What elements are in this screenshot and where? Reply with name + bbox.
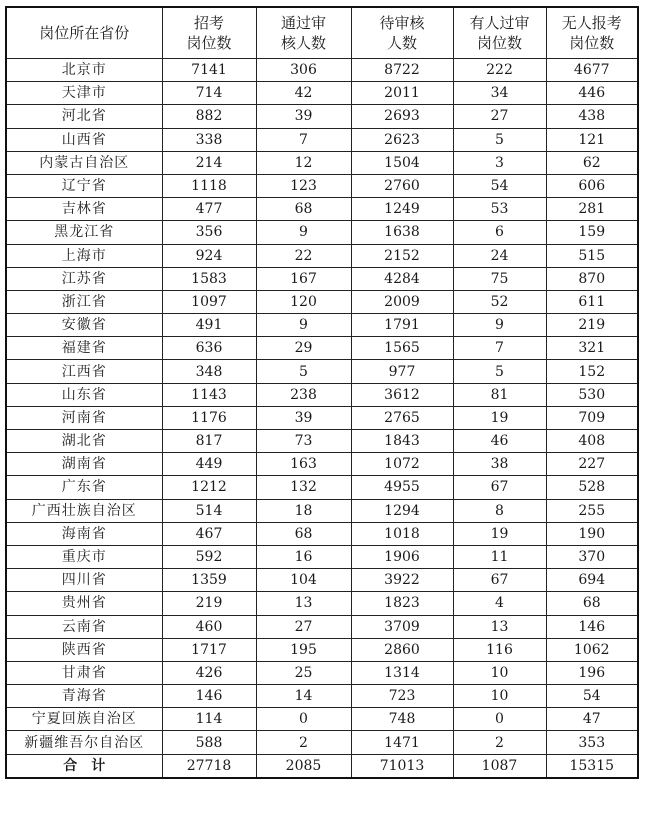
total-value-positions-with-passed: 1087 xyxy=(453,754,546,778)
value-cell-passed-review: 0 xyxy=(256,708,351,731)
table-row xyxy=(6,244,638,267)
province-cell: 四川省 xyxy=(6,569,162,592)
value-cell-passed-review: 123 xyxy=(256,174,351,197)
value-cell-positions-with-passed: 0 xyxy=(453,708,546,731)
value-cell-pending-review: 2765 xyxy=(351,406,453,429)
table-row xyxy=(6,105,638,128)
province-cell: 新疆维吾尔自治区 xyxy=(6,731,162,754)
value-cell-passed-review: 14 xyxy=(256,685,351,708)
value-cell-positions-no-applicants: 159 xyxy=(546,221,638,244)
value-cell-passed-review: 68 xyxy=(256,198,351,221)
province-cell: 辽宁省 xyxy=(6,174,162,197)
column-header-line2: 岗位数 xyxy=(476,34,522,52)
province-cell: 黑龙江省 xyxy=(6,221,162,244)
total-value-positions-no-applicants: 15315 xyxy=(546,754,638,778)
value-cell-passed-review: 25 xyxy=(256,661,351,684)
value-cell-pending-review: 1565 xyxy=(351,337,453,360)
value-cell-positions-with-passed: 11 xyxy=(453,545,546,568)
total-label: 合 计 xyxy=(6,754,162,778)
table-row xyxy=(6,476,638,499)
value-cell-pending-review: 1249 xyxy=(351,198,453,221)
province-cell: 天津市 xyxy=(6,82,162,105)
header-row xyxy=(6,7,638,59)
column-header-province xyxy=(6,7,162,59)
value-cell-positions-recruited: 1717 xyxy=(162,638,256,661)
value-cell-positions-no-applicants: 694 xyxy=(546,569,638,592)
province-cell: 重庆市 xyxy=(6,545,162,568)
table-row xyxy=(6,661,638,684)
column-header-line2: 核人数 xyxy=(280,34,326,52)
value-cell-positions-with-passed: 222 xyxy=(453,59,546,82)
table-row xyxy=(6,314,638,337)
value-cell-positions-with-passed: 53 xyxy=(453,198,546,221)
value-cell-positions-no-applicants: 227 xyxy=(546,453,638,476)
value-cell-positions-recruited: 1097 xyxy=(162,290,256,313)
value-cell-pending-review: 2009 xyxy=(351,290,453,313)
column-header-line1: 待审核 xyxy=(379,14,425,32)
table-row xyxy=(6,545,638,568)
value-cell-positions-no-applicants: 4677 xyxy=(546,59,638,82)
column-header-line1: 无人报考 xyxy=(561,14,622,32)
value-cell-positions-recruited: 449 xyxy=(162,453,256,476)
value-cell-positions-with-passed: 19 xyxy=(453,522,546,545)
value-cell-positions-no-applicants: 47 xyxy=(546,708,638,731)
value-cell-positions-recruited: 924 xyxy=(162,244,256,267)
value-cell-positions-no-applicants: 870 xyxy=(546,267,638,290)
province-cell: 上海市 xyxy=(6,244,162,267)
table-header xyxy=(6,7,638,59)
table-row xyxy=(6,128,638,151)
value-cell-positions-no-applicants: 152 xyxy=(546,360,638,383)
value-cell-pending-review: 1906 xyxy=(351,545,453,568)
value-cell-positions-with-passed: 38 xyxy=(453,453,546,476)
province-cell: 广东省 xyxy=(6,476,162,499)
value-cell-positions-with-passed: 7 xyxy=(453,337,546,360)
value-cell-positions-with-passed: 9 xyxy=(453,314,546,337)
value-cell-positions-no-applicants: 408 xyxy=(546,430,638,453)
value-cell-passed-review: 12 xyxy=(256,151,351,174)
value-cell-positions-recruited: 1118 xyxy=(162,174,256,197)
value-cell-positions-no-applicants: 438 xyxy=(546,105,638,128)
table-row xyxy=(6,290,638,313)
province-cell: 山东省 xyxy=(6,383,162,406)
value-cell-positions-with-passed: 3 xyxy=(453,151,546,174)
value-cell-positions-no-applicants: 530 xyxy=(546,383,638,406)
total-value-passed-review: 2085 xyxy=(256,754,351,778)
table-row xyxy=(6,406,638,429)
value-cell-positions-no-applicants: 606 xyxy=(546,174,638,197)
value-cell-pending-review: 1018 xyxy=(351,522,453,545)
value-cell-positions-with-passed: 52 xyxy=(453,290,546,313)
value-cell-positions-with-passed: 5 xyxy=(453,360,546,383)
value-cell-positions-with-passed: 10 xyxy=(453,661,546,684)
province-cell: 湖北省 xyxy=(6,430,162,453)
value-cell-positions-with-passed: 67 xyxy=(453,569,546,592)
province-cell: 江西省 xyxy=(6,360,162,383)
value-cell-passed-review: 39 xyxy=(256,105,351,128)
province-cell: 湖南省 xyxy=(6,453,162,476)
total-value-positions-recruited: 27718 xyxy=(162,754,256,778)
table-container xyxy=(5,6,639,779)
value-cell-passed-review: 120 xyxy=(256,290,351,313)
province-cell: 北京市 xyxy=(6,59,162,82)
value-cell-passed-review: 195 xyxy=(256,638,351,661)
table-row xyxy=(6,708,638,731)
province-cell: 吉林省 xyxy=(6,198,162,221)
province-cell: 河北省 xyxy=(6,105,162,128)
value-cell-positions-no-applicants: 446 xyxy=(546,82,638,105)
value-cell-positions-no-applicants: 190 xyxy=(546,522,638,545)
value-cell-pending-review: 1791 xyxy=(351,314,453,337)
value-cell-passed-review: 22 xyxy=(256,244,351,267)
table-row xyxy=(6,592,638,615)
value-cell-positions-with-passed: 67 xyxy=(453,476,546,499)
table-row xyxy=(6,337,638,360)
value-cell-positions-no-applicants: 515 xyxy=(546,244,638,267)
value-cell-passed-review: 9 xyxy=(256,221,351,244)
value-cell-pending-review: 1314 xyxy=(351,661,453,684)
value-cell-positions-with-passed: 34 xyxy=(453,82,546,105)
position-statistics-table xyxy=(5,6,639,779)
value-cell-passed-review: 73 xyxy=(256,430,351,453)
value-cell-positions-no-applicants: 146 xyxy=(546,615,638,638)
column-header-line1: 通过审 xyxy=(280,14,326,32)
value-cell-passed-review: 238 xyxy=(256,383,351,406)
table-row xyxy=(6,59,638,82)
value-cell-positions-recruited: 338 xyxy=(162,128,256,151)
value-cell-positions-with-passed: 13 xyxy=(453,615,546,638)
value-cell-positions-recruited: 460 xyxy=(162,615,256,638)
value-cell-pending-review: 2760 xyxy=(351,174,453,197)
value-cell-positions-recruited: 1359 xyxy=(162,569,256,592)
column-header-pending-review xyxy=(351,7,453,59)
value-cell-positions-no-applicants: 370 xyxy=(546,545,638,568)
value-cell-positions-recruited: 214 xyxy=(162,151,256,174)
value-cell-positions-recruited: 426 xyxy=(162,661,256,684)
value-cell-positions-recruited: 1212 xyxy=(162,476,256,499)
table-row xyxy=(6,615,638,638)
province-cell: 宁夏回族自治区 xyxy=(6,708,162,731)
value-cell-positions-with-passed: 19 xyxy=(453,406,546,429)
value-cell-pending-review: 4955 xyxy=(351,476,453,499)
value-cell-passed-review: 27 xyxy=(256,615,351,638)
table-row xyxy=(6,453,638,476)
province-cell: 福建省 xyxy=(6,337,162,360)
column-header-line1: 有人过审 xyxy=(469,14,530,32)
province-cell: 海南省 xyxy=(6,522,162,545)
value-cell-positions-recruited: 636 xyxy=(162,337,256,360)
value-cell-positions-recruited: 146 xyxy=(162,685,256,708)
value-cell-positions-recruited: 592 xyxy=(162,545,256,568)
table-row xyxy=(6,731,638,754)
value-cell-positions-no-applicants: 353 xyxy=(546,731,638,754)
value-cell-pending-review: 1823 xyxy=(351,592,453,615)
table-row xyxy=(6,499,638,522)
province-cell: 贵州省 xyxy=(6,592,162,615)
value-cell-positions-recruited: 1583 xyxy=(162,267,256,290)
column-header-line1: 招考 xyxy=(193,14,224,32)
table-row xyxy=(6,685,638,708)
column-header-positions-recruited xyxy=(162,7,256,59)
value-cell-pending-review: 1471 xyxy=(351,731,453,754)
value-cell-pending-review: 3612 xyxy=(351,383,453,406)
value-cell-positions-with-passed: 4 xyxy=(453,592,546,615)
value-cell-passed-review: 132 xyxy=(256,476,351,499)
table-row xyxy=(6,638,638,661)
value-cell-passed-review: 5 xyxy=(256,360,351,383)
value-cell-positions-no-applicants: 255 xyxy=(546,499,638,522)
value-cell-passed-review: 104 xyxy=(256,569,351,592)
value-cell-passed-review: 18 xyxy=(256,499,351,522)
table-row xyxy=(6,360,638,383)
value-cell-passed-review: 42 xyxy=(256,82,351,105)
value-cell-positions-no-applicants: 196 xyxy=(546,661,638,684)
province-cell: 江苏省 xyxy=(6,267,162,290)
table-row xyxy=(6,430,638,453)
value-cell-passed-review: 29 xyxy=(256,337,351,360)
value-cell-positions-recruited: 1176 xyxy=(162,406,256,429)
value-cell-passed-review: 7 xyxy=(256,128,351,151)
value-cell-positions-recruited: 7141 xyxy=(162,59,256,82)
value-cell-positions-no-applicants: 281 xyxy=(546,198,638,221)
value-cell-pending-review: 748 xyxy=(351,708,453,731)
value-cell-positions-with-passed: 10 xyxy=(453,685,546,708)
table-row xyxy=(6,522,638,545)
province-cell: 甘肃省 xyxy=(6,661,162,684)
value-cell-positions-recruited: 1143 xyxy=(162,383,256,406)
province-cell: 山西省 xyxy=(6,128,162,151)
value-cell-pending-review: 8722 xyxy=(351,59,453,82)
province-cell: 河南省 xyxy=(6,406,162,429)
value-cell-positions-with-passed: 116 xyxy=(453,638,546,661)
value-cell-positions-with-passed: 5 xyxy=(453,128,546,151)
table-row xyxy=(6,151,638,174)
province-cell: 陕西省 xyxy=(6,638,162,661)
value-cell-pending-review: 1294 xyxy=(351,499,453,522)
column-header-line2: 人数 xyxy=(386,34,417,52)
value-cell-passed-review: 68 xyxy=(256,522,351,545)
value-cell-passed-review: 13 xyxy=(256,592,351,615)
value-cell-positions-recruited: 114 xyxy=(162,708,256,731)
value-cell-positions-no-applicants: 528 xyxy=(546,476,638,499)
value-cell-positions-no-applicants: 709 xyxy=(546,406,638,429)
value-cell-passed-review: 16 xyxy=(256,545,351,568)
value-cell-passed-review: 9 xyxy=(256,314,351,337)
value-cell-positions-with-passed: 6 xyxy=(453,221,546,244)
province-cell: 云南省 xyxy=(6,615,162,638)
value-cell-positions-no-applicants: 219 xyxy=(546,314,638,337)
value-cell-pending-review: 1843 xyxy=(351,430,453,453)
value-cell-pending-review: 2152 xyxy=(351,244,453,267)
column-header-line2: 岗位数 xyxy=(569,34,615,52)
value-cell-positions-with-passed: 75 xyxy=(453,267,546,290)
table-row xyxy=(6,221,638,244)
value-cell-positions-with-passed: 54 xyxy=(453,174,546,197)
value-cell-pending-review: 1638 xyxy=(351,221,453,244)
value-cell-positions-with-passed: 24 xyxy=(453,244,546,267)
column-header-positions-no-applicants xyxy=(546,7,638,59)
value-cell-positions-recruited: 348 xyxy=(162,360,256,383)
value-cell-positions-recruited: 588 xyxy=(162,731,256,754)
value-cell-positions-recruited: 817 xyxy=(162,430,256,453)
value-cell-pending-review: 2860 xyxy=(351,638,453,661)
column-header-line2: 岗位数 xyxy=(186,34,232,52)
total-value-pending-review: 71013 xyxy=(351,754,453,778)
value-cell-positions-no-applicants: 62 xyxy=(546,151,638,174)
province-cell: 青海省 xyxy=(6,685,162,708)
value-cell-positions-no-applicants: 68 xyxy=(546,592,638,615)
value-cell-pending-review: 2011 xyxy=(351,82,453,105)
value-cell-positions-recruited: 514 xyxy=(162,499,256,522)
value-cell-passed-review: 167 xyxy=(256,267,351,290)
province-cell: 广西壮族自治区 xyxy=(6,499,162,522)
value-cell-positions-no-applicants: 121 xyxy=(546,128,638,151)
column-header-line1: 岗位所在省份 xyxy=(39,24,130,42)
table-row xyxy=(6,267,638,290)
value-cell-passed-review: 2 xyxy=(256,731,351,754)
value-cell-positions-with-passed: 46 xyxy=(453,430,546,453)
value-cell-pending-review: 2623 xyxy=(351,128,453,151)
value-cell-positions-with-passed: 27 xyxy=(453,105,546,128)
value-cell-pending-review: 1504 xyxy=(351,151,453,174)
value-cell-passed-review: 306 xyxy=(256,59,351,82)
value-cell-pending-review: 2693 xyxy=(351,105,453,128)
value-cell-positions-recruited: 467 xyxy=(162,522,256,545)
province-cell: 浙江省 xyxy=(6,290,162,313)
table-row xyxy=(6,82,638,105)
value-cell-pending-review: 977 xyxy=(351,360,453,383)
value-cell-pending-review: 4284 xyxy=(351,267,453,290)
table-row xyxy=(6,198,638,221)
province-cell: 内蒙古自治区 xyxy=(6,151,162,174)
value-cell-positions-with-passed: 81 xyxy=(453,383,546,406)
table-row xyxy=(6,174,638,197)
value-cell-positions-recruited: 477 xyxy=(162,198,256,221)
value-cell-positions-with-passed: 2 xyxy=(453,731,546,754)
column-header-positions-with-passed xyxy=(453,7,546,59)
value-cell-passed-review: 163 xyxy=(256,453,351,476)
value-cell-positions-recruited: 714 xyxy=(162,82,256,105)
column-header-passed-review xyxy=(256,7,351,59)
value-cell-positions-recruited: 882 xyxy=(162,105,256,128)
province-cell: 安徽省 xyxy=(6,314,162,337)
value-cell-pending-review: 723 xyxy=(351,685,453,708)
table-row xyxy=(6,383,638,406)
value-cell-positions-no-applicants: 611 xyxy=(546,290,638,313)
table-row xyxy=(6,569,638,592)
total-row xyxy=(6,754,638,778)
value-cell-pending-review: 1072 xyxy=(351,453,453,476)
value-cell-positions-recruited: 219 xyxy=(162,592,256,615)
value-cell-positions-with-passed: 8 xyxy=(453,499,546,522)
value-cell-pending-review: 3922 xyxy=(351,569,453,592)
value-cell-passed-review: 39 xyxy=(256,406,351,429)
value-cell-positions-no-applicants: 321 xyxy=(546,337,638,360)
value-cell-positions-no-applicants: 54 xyxy=(546,685,638,708)
value-cell-positions-recruited: 491 xyxy=(162,314,256,337)
value-cell-positions-recruited: 356 xyxy=(162,221,256,244)
value-cell-positions-no-applicants: 1062 xyxy=(546,638,638,661)
value-cell-pending-review: 3709 xyxy=(351,615,453,638)
table-body xyxy=(6,59,638,778)
